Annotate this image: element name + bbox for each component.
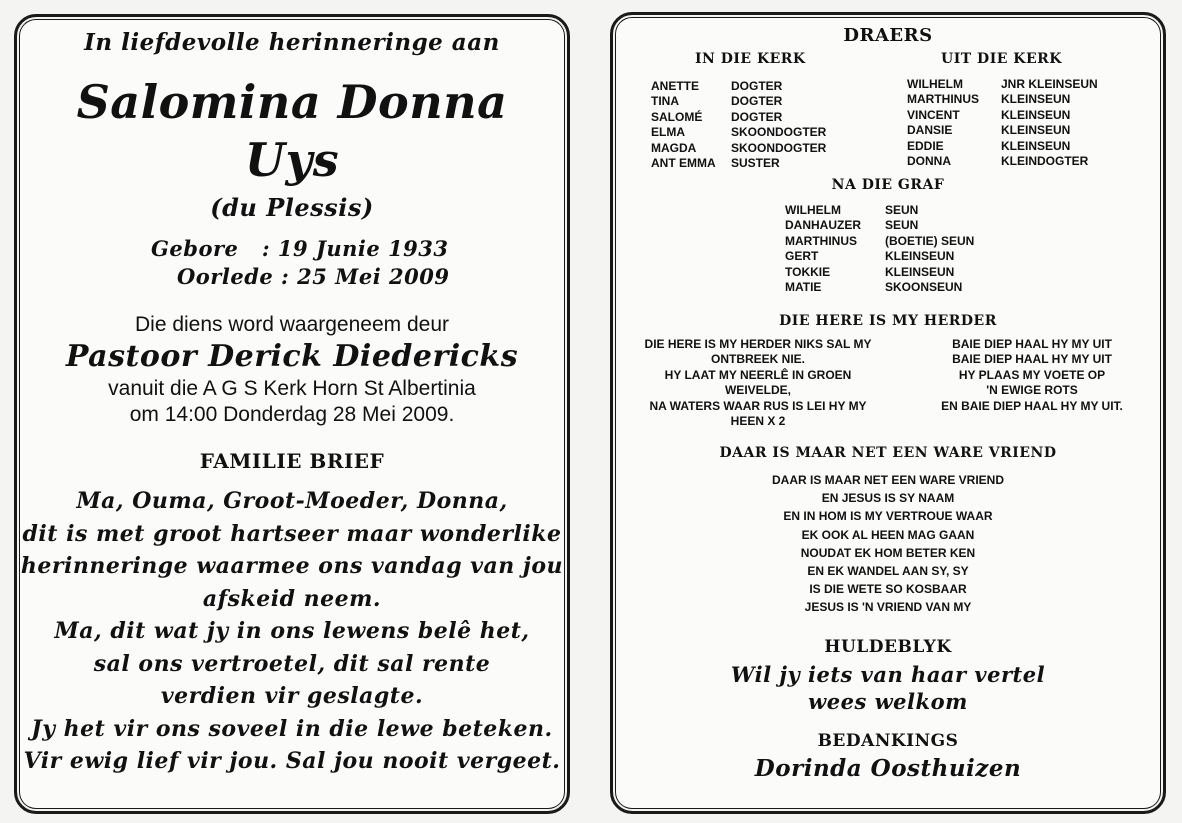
- psalm-line: HY LAAT MY NEERLÊ IN GROEN: [664, 367, 852, 382]
- bearer-name: EDDIE: [907, 138, 944, 153]
- song-line: DAAR IS MAAR NET EEN WARE VRIEND: [771, 473, 1004, 487]
- bearer-name: DANSIE: [907, 123, 953, 138]
- tribute-title: HULDEBLYK: [824, 637, 952, 657]
- bearer-relation: KLEINSEUN: [1001, 138, 1071, 153]
- bearer-name: MARTHINUS: [785, 233, 857, 248]
- family-letter: [17, 485, 567, 778]
- bearer-relation: DOGTER: [731, 79, 783, 93]
- memorial-heading: In liefdevolle herinneringe aan: [84, 29, 500, 56]
- bearer-name: GERT: [785, 249, 819, 264]
- graveside-relations: [885, 203, 974, 295]
- service-venue: vanuit die A G S Kerk Horn St Albertinia: [108, 377, 476, 400]
- letter-line: Vir ewig lief vir jou. Sal jou nooit vergeet.: [23, 748, 561, 774]
- pastor-name: Pastoor Derick Diedericks: [65, 339, 519, 374]
- bearer-relation: SKOONSEUN: [885, 280, 963, 295]
- graveside-names: [785, 203, 861, 295]
- in-church-relations: [731, 79, 826, 171]
- pallbearers-title: DRAERS: [843, 25, 933, 46]
- psalm-title: DIE HERE IS MY HERDER: [779, 313, 997, 329]
- bearer-relation: SEUN: [885, 203, 919, 217]
- bearer-relation: SKOONDOGTER: [731, 125, 827, 140]
- bearer-relation: SKOONDOGTER: [731, 140, 827, 155]
- psalm-line: BAIE DIEP HAAL HY MY UIT: [952, 352, 1112, 367]
- psalm-line: WEIVELDE,: [724, 383, 791, 398]
- maiden-name: (du Plessis): [210, 193, 374, 222]
- song-line: IS DIE WETE SO KOSBAAR: [809, 582, 967, 597]
- bearer-relation: KLEINSEUN: [1001, 92, 1071, 107]
- bearer-name: TINA: [651, 94, 679, 109]
- bearer-name: DONNA: [907, 154, 951, 169]
- bearer-relation: KLEINSEUN: [1001, 123, 1071, 138]
- bearer-relation: KLEINDOGTER: [1001, 154, 1089, 169]
- song-title: DAAR IS MAAR NET EEN WARE VRIEND: [719, 445, 1057, 461]
- bearer-relation: DOGTER: [731, 109, 783, 124]
- bearer-relation: KLEINSEUN: [1001, 107, 1071, 122]
- song-line: EN IN HOM IS MY VERTROUE WAAR: [783, 509, 993, 524]
- bearer-name: MAGDA: [651, 140, 697, 155]
- letter-line: sal ons vertroetel, dit sal rente: [93, 650, 491, 677]
- psalm-line: HY PLAAS MY VOETE OP: [958, 367, 1106, 382]
- bearer-name: VINCENT: [907, 107, 960, 122]
- thanks-name: Dorinda Oosthuizen: [754, 755, 1022, 782]
- letter-line: Ma, dit wat jy in ons lewens belê het,: [54, 618, 530, 644]
- bearer-relation: DOGTER: [731, 94, 783, 109]
- thanks-title: BEDANKINGS: [817, 731, 959, 751]
- song-lyrics: [613, 471, 1163, 617]
- psalm-line: BAIE DIEP HAAL HY MY UIT: [952, 337, 1112, 351]
- bearer-relation: (BOETIE) SEUN: [885, 233, 975, 248]
- song-line: NOUDAT EK HOM BETER KEN: [800, 545, 976, 560]
- in-church-title: IN DIE KERK: [695, 51, 806, 67]
- bearer-relation: KLEINSEUN: [885, 249, 955, 264]
- song-line: EK OOK AL HEEN MAG GAAN: [801, 527, 975, 542]
- in-church-names: [651, 79, 716, 171]
- out-church-relations: [1001, 77, 1098, 169]
- bearer-relation: JNR KLEINSEUN: [1001, 77, 1098, 91]
- out-church-names: [907, 77, 979, 169]
- bearer-name: ANETTE: [651, 79, 699, 93]
- psalm-line: 'N EWIGE ROTS: [986, 383, 1078, 398]
- letter-line: Jy het vir ons soveel in die lewe beteken.: [31, 715, 553, 742]
- service-intro: Die diens word waargeneem deur: [134, 313, 449, 336]
- death-date: Oorlede : 25 Mei 2009: [177, 264, 450, 289]
- song-line: JESUS IS 'N VRIEND VAN MY: [804, 600, 972, 615]
- deceased-name: Salomina Donna: [76, 75, 508, 129]
- life-dates: [151, 235, 450, 291]
- bearer-name: DANHAUZER: [785, 218, 861, 233]
- out-church-title: UIT DIE KERK: [941, 51, 1062, 67]
- tribute-text: [613, 661, 1163, 715]
- bearer-name: MATIE: [785, 280, 822, 295]
- song-line: EN EK WANDEL AAN SY, SY: [807, 564, 969, 579]
- letter-line: herinneringe waarmee ons vandag van jou: [20, 553, 564, 579]
- psalm-line: NA WATERS WAAR RUS IS LEI HY MY: [649, 398, 867, 413]
- psalm-right-column: [909, 337, 1155, 414]
- psalm-left-column: [633, 337, 883, 429]
- tribute-line: Wil jy iets van haar vertel: [730, 662, 1046, 687]
- birth-date: Gebore : 19 Junie 1933: [151, 236, 449, 261]
- bearer-name: WILHELM: [907, 77, 963, 91]
- right-page-panel: [610, 12, 1166, 814]
- service-time: om 14:00 Donderdag 28 Mei 2009.: [129, 403, 455, 426]
- psalm-line: HEEN X 2: [730, 414, 786, 429]
- letter-line: dit is met groot hartseer maar wonderlike: [22, 520, 562, 547]
- psalm-line: ONTBREEK NIE.: [710, 352, 805, 367]
- bearer-name: WILHELM: [785, 203, 841, 217]
- psalm-line: EN BAIE DIEP HAAL HY MY UIT.: [941, 398, 1123, 413]
- song-line: EN JESUS IS SY NAAM: [821, 491, 955, 506]
- graveside-title: NA DIE GRAF: [831, 177, 945, 193]
- letter-line: afskeid neem.: [202, 585, 382, 612]
- family-letter-title: FAMILIE BRIEF: [199, 449, 385, 473]
- bearer-name: TOKKIE: [785, 264, 831, 279]
- bearer-name: ANT EMMA: [651, 156, 716, 171]
- bearer-name: MARTHINUS: [907, 92, 979, 107]
- letter-line: Ma, Ouma, Groot-Moeder, Donna,: [76, 488, 508, 514]
- psalm-line: DIE HERE IS MY HERDER NIKS SAL MY: [644, 337, 872, 351]
- bearer-relation: SEUN: [885, 218, 919, 233]
- bearer-name: ELMA: [651, 125, 685, 140]
- tribute-line: wees welkom: [808, 689, 968, 714]
- bearer-relation: KLEINSEUN: [885, 264, 955, 279]
- bearer-name: SALOMÉ: [651, 109, 703, 124]
- deceased-surname: Uys: [244, 133, 340, 187]
- letter-line: verdien vir geslagte.: [160, 683, 424, 709]
- bearer-relation: SUSTER: [731, 156, 780, 171]
- left-page-panel: [14, 14, 570, 814]
